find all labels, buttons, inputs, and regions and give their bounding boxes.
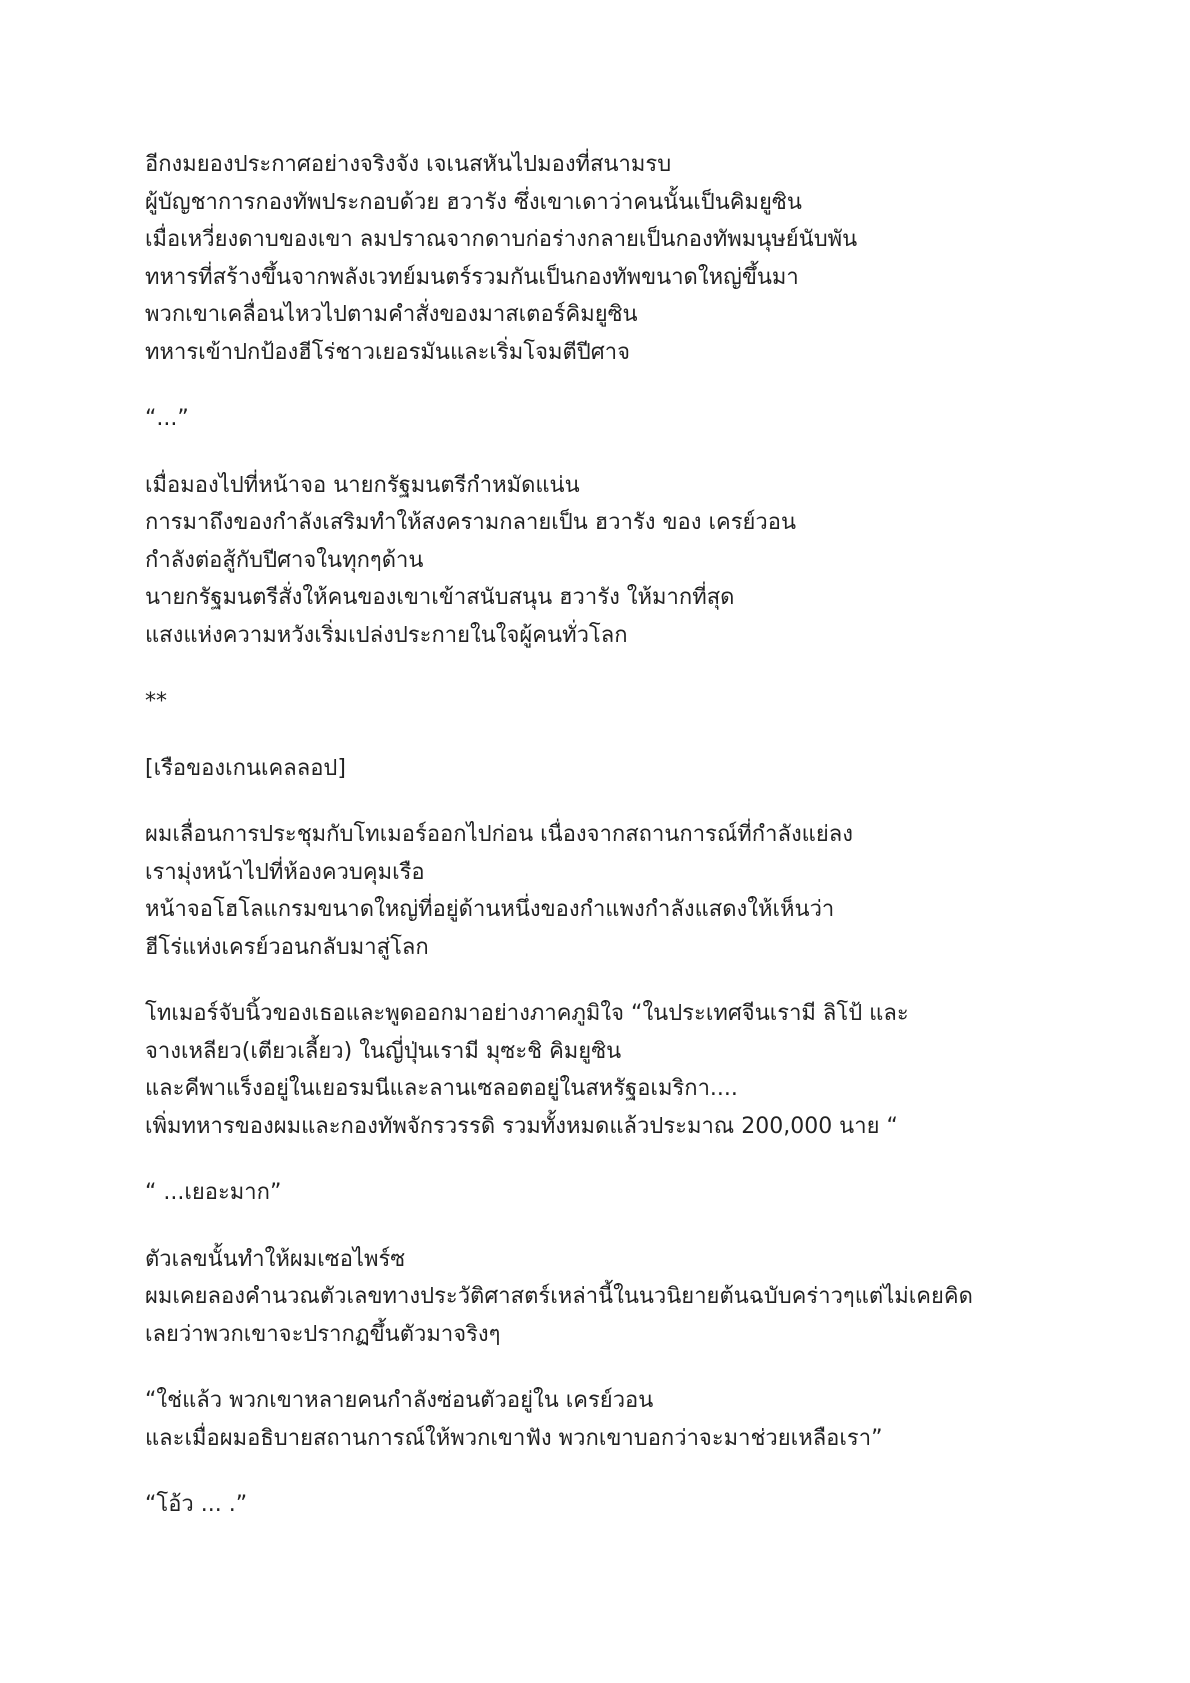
text-line: และเมื่อผมอธิบายสถานการณ์ให้พวกเขาฟัง พวกเขาบอกว่าจะมาช่วยเหลือเรา” [145, 1425, 883, 1451]
paragraph [145, 1486, 1105, 1524]
text-line: ผมเลื่อนการประชุมกับโทเมอร์ออกไปก่อน เนื่องจากสถานการณ์ที่กำลังแย่ลง [145, 822, 853, 847]
text-line: [เรือของเกนเคลลอป] [145, 755, 346, 781]
text-line: ผมเคยลองคำนวณตัวเลขทางประวัติศาสตร์เหล่านี้ในนวนิยายต้นฉบับคร่าวๆแต่ไม่เคยคิด [145, 1284, 973, 1309]
paragraph [145, 1174, 1105, 1212]
text-line: “ ...เยอะมาก” [145, 1180, 282, 1205]
text-line: และคีพาแร็งอยู่ในเยอรมนีและลานเซลอตอยู่ในสหรัฐอเมริกา.... [145, 1076, 738, 1101]
text-line: จางเหลียว(เตียวเลี้ยว) ในญี่ปุ่นเรามี มุซะชิ คิมยูซิน [145, 1038, 622, 1064]
text-line: เพิ่มทหารของผมและกองทัพจักรวรรดิ รวมทั้งหมดแล้วประมาณ 200,000 นาย “ [145, 1113, 898, 1139]
text-line: “ใช่แล้ว พวกเขาหลายคนกำลังซ่อนตัวอยู่ใน เครย์วอน [145, 1388, 654, 1413]
document-body [145, 146, 1105, 1553]
text-line: ทหารเข้าปกป้องฮีโร่ชาวเยอรมันและเริ่มโจมตีปีศาจ [145, 339, 630, 365]
paragraph [145, 400, 1105, 438]
text-line: ทหารที่สร้างขึ้นจากพลังเวทย์มนตร์รวมกันเป็นกองทัพขนาดใหญ่ขึ้นมา [145, 264, 799, 290]
text-line: กำลังต่อสู้กับปีศาจในทุกๆด้าน [145, 547, 424, 573]
text-line: การมาถึงของกำลังเสริมทำให้สงครามกลายเป็น ฮวารัง ของ เครย์วอน [145, 510, 797, 535]
section-separator [145, 683, 1105, 721]
paragraph [145, 146, 1105, 371]
paragraph [145, 816, 1105, 966]
text-line: เมื่อมองไปที่หน้าจอ นายกรัฐมนตรีกำหมัดแน่น [145, 472, 580, 498]
text-line: “...” [145, 406, 189, 431]
text-line: อีกงมยองประกาศอย่างจริงจัง เจเนสหันไปมองที่สนามรบ [145, 152, 672, 177]
text-line: “โอ้ว ... .” [145, 1492, 248, 1517]
text-line: แสงแห่งความหวังเริ่มเปล่งประกายในใจผู้คนทั่วโลก [145, 622, 628, 648]
text-line: ตัวเลขนั้นทำให้ผมเซอไพร์ซ [145, 1246, 406, 1272]
text-line: โทเมอร์จับนิ้วของเธอและพูดออกมาอย่างภาคภูมิใจ “ในประเทศจีนเรามี ลิโป้ และ [145, 1001, 909, 1026]
text-line: ฮีโร่แห่งเครย์วอนกลับมาสู่โลก [145, 934, 429, 960]
text-line: พวกเขาเคลื่อนไหวไปตามคำสั่งของมาสเตอร์คิมยูซิน [145, 302, 638, 327]
paragraph [145, 995, 1105, 1145]
paragraph [145, 467, 1105, 655]
text-line: เมื่อเหวี่ยงดาบของเขา ลมปราณจากดาบก่อร่างกลายเป็นกองทัพมนุษย์นับพัน [145, 227, 858, 252]
text-line: เรามุ่งหน้าไปที่ห้องควบคุมเรือ [145, 859, 425, 885]
text-line: ผู้บัญชาการกองทัพประกอบด้วย ฮวารัง ซึ่งเขาเดาว่าคนนั้นเป็นคิมยูซิน [145, 189, 802, 215]
text-line: ** [145, 689, 167, 714]
text-line: นายกรัฐมนตรีสั่งให้คนของเขาเข้าสนับสนุน ฮวารัง ให้มากที่สุด [145, 585, 735, 610]
scene-heading [145, 750, 1105, 788]
text-line: หน้าจอโฮโลแกรมขนาดใหญ่ที่อยู่ด้านหนึ่งของกำแพงกำลังแสดงให้เห็นว่า [145, 897, 835, 922]
text-line: เลยว่าพวกเขาจะปรากฏขึ้นตัวมาจริงๆ [145, 1321, 501, 1347]
paragraph [145, 1382, 1105, 1457]
paragraph [145, 1241, 1105, 1354]
